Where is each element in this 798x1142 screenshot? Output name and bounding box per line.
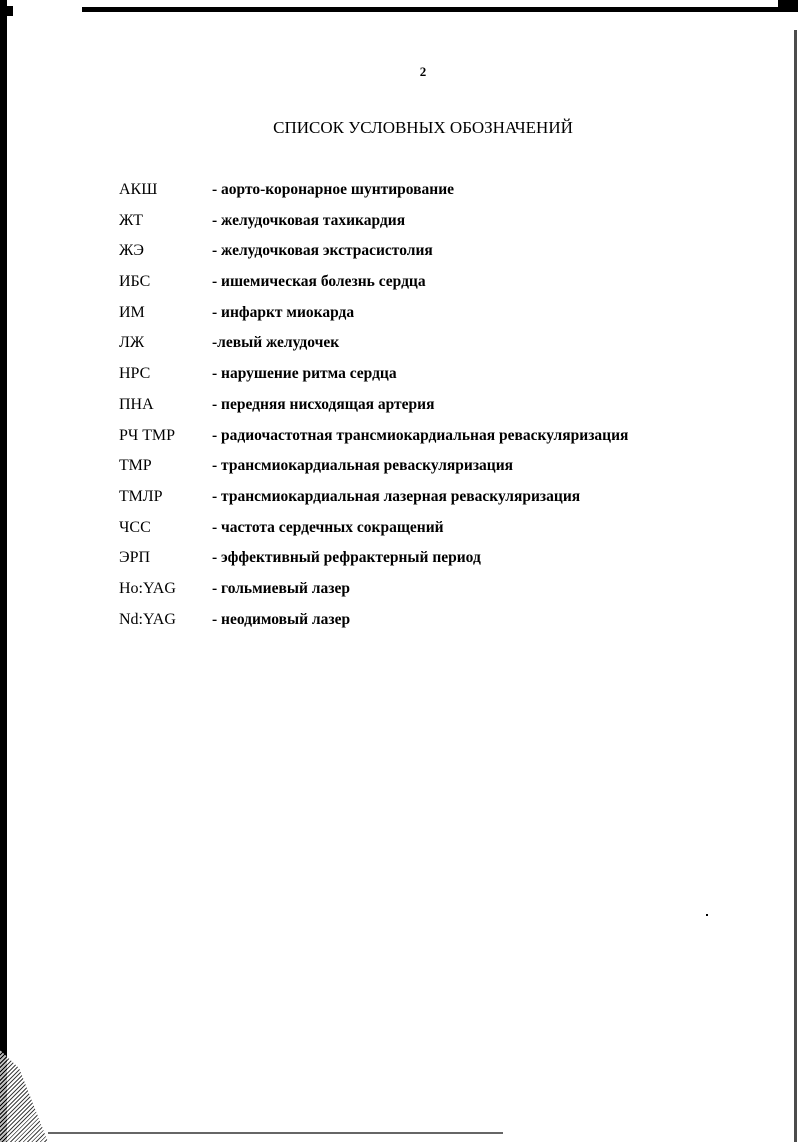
abbreviation-definition: - желудочковая тахикардия [212, 211, 406, 229]
list-item [119, 396, 759, 427]
abbreviation-term: ИМ [119, 303, 145, 321]
abbreviation-term: Nd:YAG [119, 610, 176, 628]
scan-mark-top-left [7, 6, 13, 16]
abbreviation-definition: - эффективный рефрактерный период [212, 549, 481, 567]
abbreviation-term: ТМР [119, 457, 152, 475]
abbreviation-definition: - инфаркт миокарда [212, 303, 355, 321]
abbreviation-term: ЭРП [119, 549, 151, 567]
abbreviation-definition: - трансмиокардиальная лазерная реваскуляризация [212, 487, 581, 505]
list-item [119, 549, 759, 580]
page-number: 2 [419, 64, 427, 79]
list-item [119, 427, 759, 458]
scan-border-top [82, 7, 778, 12]
abbreviation-definition: - гольмиевый лазер [212, 579, 350, 597]
abbreviation-definition: - передняя нисходящая артерия [212, 395, 435, 413]
abbreviation-term: ЖТ [119, 211, 143, 229]
abbreviation-definition: - частота сердечных сокращений [212, 518, 444, 536]
abbreviation-term: АКШ [119, 181, 158, 198]
list-item [119, 334, 759, 365]
list-item [119, 611, 759, 642]
abbreviation-definition: - трансмиокардиальная реваскуляризация [212, 457, 514, 475]
list-item [119, 580, 759, 611]
abbreviation-term: ИБС [119, 273, 151, 291]
abbreviation-term: ЛЖ [119, 334, 145, 352]
abbreviation-term: ТМЛР [119, 487, 163, 505]
abbreviation-list [119, 181, 759, 641]
scan-border-bottom [48, 1132, 503, 1134]
list-item [119, 212, 759, 243]
abbreviation-definition: -левый желудочек [212, 334, 340, 352]
abbreviation-definition: - желудочковая экстрасистолия [212, 242, 433, 260]
abbreviation-definition: - радиочастотная трансмиокардиальная реваскуляризация [212, 426, 629, 444]
list-item [119, 181, 759, 212]
list-item [119, 365, 759, 396]
scan-border-right [794, 30, 797, 1142]
list-item [119, 519, 759, 550]
scan-border-left [0, 0, 7, 1142]
scan-speck [706, 914, 708, 916]
abbreviation-definition: - аорто-коронарное шунтирование [212, 181, 455, 198]
list-item [119, 488, 759, 519]
abbreviation-definition: - нарушение ритма сердца [212, 365, 397, 383]
scan-noise-bottom-left [0, 1050, 48, 1142]
list-item [119, 242, 759, 273]
abbreviation-term: ЧСС [119, 518, 151, 536]
abbreviation-term: Ho:YAG [119, 579, 176, 597]
list-item [119, 304, 759, 335]
abbreviation-term: РЧ ТМР [119, 426, 175, 444]
abbreviation-definition: - ишемическая болезнь сердца [212, 273, 426, 291]
abbreviation-definition: - неодимовый лазер [212, 610, 351, 628]
abbreviation-term: НРС [119, 365, 151, 383]
abbreviation-term: ЖЭ [119, 242, 144, 260]
scan-corner-top-right [778, 0, 798, 12]
list-item [119, 273, 759, 304]
page-title: СПИСОК УСЛОВНЫХ ОБОЗНАЧЕНИЙ [273, 118, 573, 137]
abbreviation-term: ПНА [119, 395, 154, 413]
list-item [119, 457, 759, 488]
